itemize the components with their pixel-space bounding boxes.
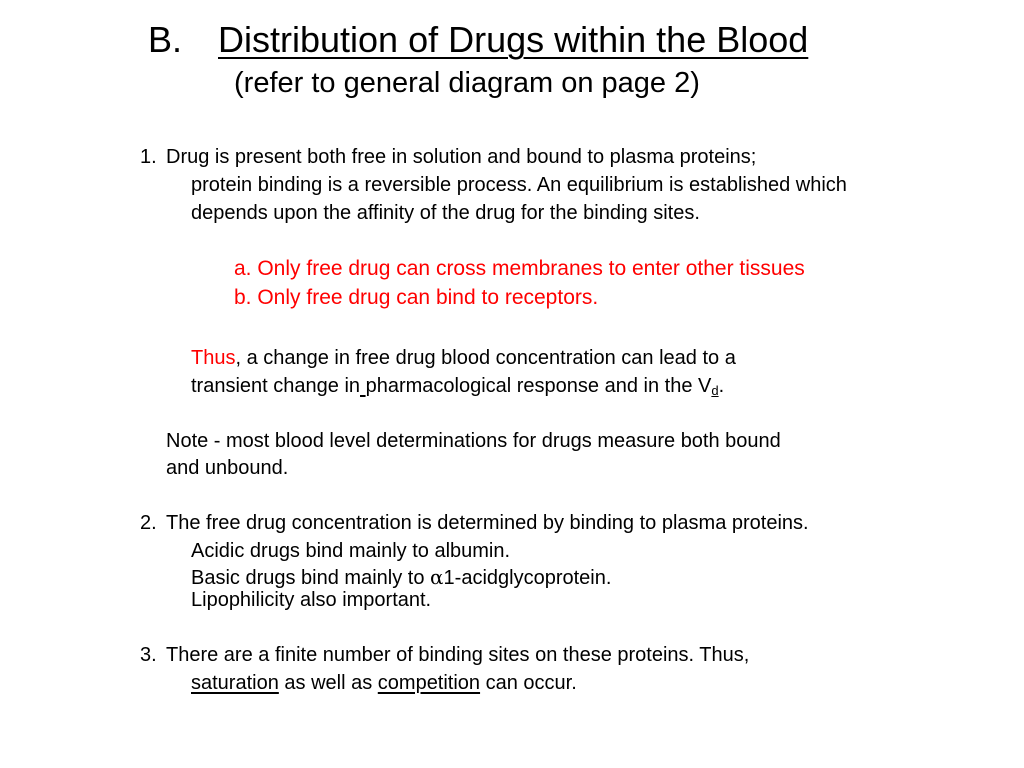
thus-line-2-pre: transient change in [191, 375, 361, 397]
point-3-line-2 [191, 673, 577, 693]
point-1-item-a: a. Only free drug can cross membranes to enter other tissues [234, 257, 805, 280]
point-1-line-1: Drug is present both free in solution and bound to plasma proteins; [166, 146, 757, 168]
point-2-line-2: Acidic drugs bind mainly to albumin. [191, 540, 511, 562]
point-2-line-4: Lipophilicity also important. [191, 589, 432, 611]
point-1-item-b: b. Only free drug can bind to receptors. [234, 286, 599, 309]
point-2-line-3-pre: Basic drugs bind mainly to [191, 567, 431, 589]
slide-subtitle: (refer to general diagram on page 2) [234, 67, 700, 99]
competition-word: competition [377, 672, 481, 694]
point-3-line-2-end: can occur. [480, 672, 577, 694]
point-2-line-3-post: 1-acidglycoprotein. [443, 567, 612, 589]
saturation-word: saturation [191, 672, 279, 694]
point-2-line-3 [191, 567, 611, 588]
point-3-line-1: There are a finite number of binding sites on these proteins. Thus, [166, 644, 750, 666]
note-line-2: and unbound. [166, 457, 289, 479]
point-1-line-3: depends upon the affinity of the drug for the binding sites. [191, 202, 700, 224]
point-1-line-2: protein binding is a reversible process. An equilibrium is established which [191, 174, 847, 196]
point-2-line-1: The free drug concentration is determined by binding to plasma proteins. [166, 512, 809, 534]
thus-paragraph-line-1 [191, 348, 736, 368]
alpha-symbol: α [430, 565, 444, 589]
point-1-number: 1. [140, 146, 157, 168]
point-2-number: 2. [140, 512, 157, 534]
thus-rest: , a change in free drug blood concentration can lead to a [235, 347, 736, 369]
point-3-line-2-mid: as well as [278, 672, 378, 694]
thus-line-2-post: pharmacological response and in the V [365, 375, 712, 397]
thus-paragraph-line-2 [191, 376, 724, 397]
thus-word: Thus [191, 347, 236, 369]
note-line-1: Note - most blood level determinations for drugs measure both bound [166, 430, 781, 452]
slide-title: Distribution of Drugs within the Blood [218, 19, 809, 60]
title-letter: B. [148, 19, 183, 60]
thus-line-2-end: . [718, 375, 725, 397]
vd-subscript: d [711, 383, 719, 398]
point-3-number: 3. [140, 644, 157, 666]
